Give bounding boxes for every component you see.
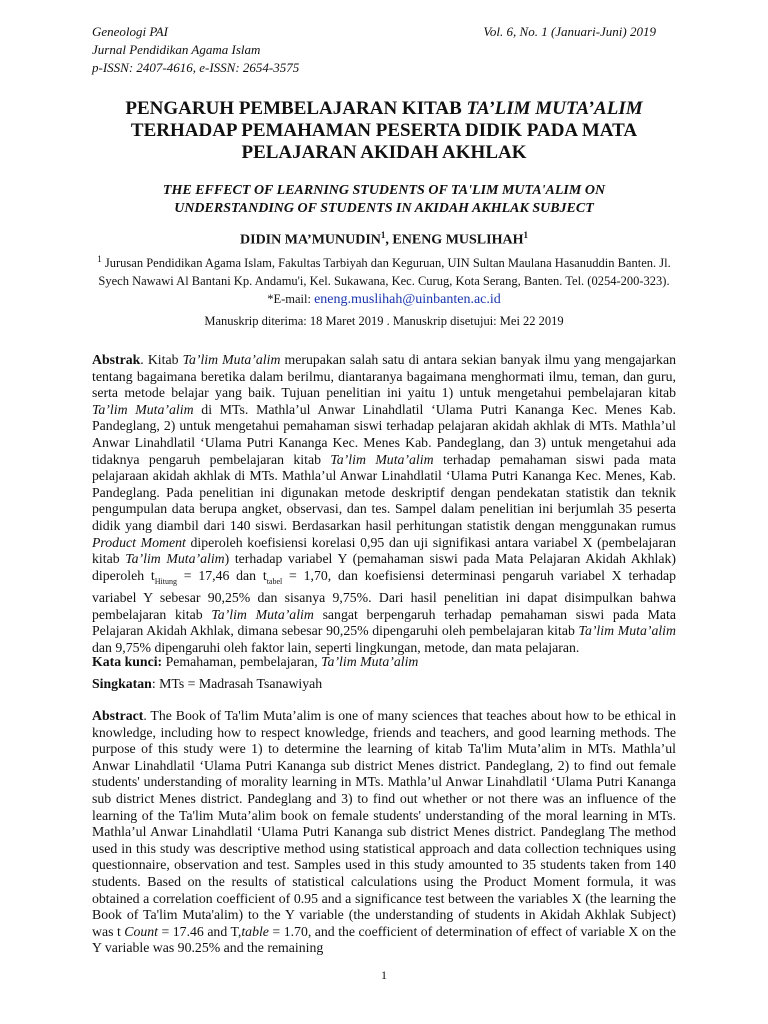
journal-short-name: Geneologi PAI [92, 24, 168, 39]
journal-issn: p-ISSN: 2407-4616, e-ISSN: 2654-3575 [92, 60, 300, 75]
abbreviations: Singkatan: MTs = Madrasah Tsanawiyah [92, 676, 323, 691]
abbreviations-label: Singkatan [92, 676, 152, 691]
abstract-indonesian: Abstrak. Kitab Ta’lim Muta’alim merupakan salah satu di antara sekian banyak ilmu yang mengajarkan tentang bagaimana beretika dalam berilmu, diantaranya bagaimana menghormati ilmu, teman, dan guru, serta metode belajar yang baik. Tujuan penelitian ini yaitu 1) untuk mengetahui pembelajaran kitab Ta’lim Muta’alim di MTs. Mathla’ul Anwar Linahdlatil ‘Ulama Putri Kananga Kec. Menes Kab. Pandeglang, 2) untuk mengetahui pemahaman siswi terhadap pelajaran akidah akhlak di MTs. Mathla’ul Anwar Linahdlatil ‘Ulama Putri Kananga Kec. Menes Kab. Pandeglang, dan 3) untuk mengetahui ada tidaknya pengaruh pembelajaran kitab Ta’lim Muta’alim terhadap pemahaman siswi pada mata pelajaraan akidah akhlak di MTs. Mathla’ul Anwar Linahdlatil ‘Ulama Putri Kananga Kec. Menes, Kab. Pandeglang. Pada penelitian ini digunakan metode deskriptif dengan pendekatan statistik dan teknik pengumpulan data berupa angket, observasi, dan tes. Sampel dalam penelitian ini berjumlah 35 peserta didik yang diambil dari 140 siswi. Berdasarkan hasil perhitungan statistik dengan menggunakan rumus Product Moment diperoleh koefisiensi korelasi 0,95 dan uji signifikasi antara variabel X (pembelajaran kitab Ta’lim Muta’alim) terhadap variabel Y (pemahaman siswi pada Mata Pelajaran Akidah Akhlak) diperoleh $t_{Hitung} = 17,46$ dan $t_{tabel} = 1,70$, dan koefisiensi determinasi pengaruh variabel X terhadap variabel Y sebesar 90,25% dan sisanya 9,75%. Dari hasil penelitian ini dapat disimpulkan bahwa pembelajaran kitab Ta’lim Muta’alim sangat berpengaruh terhadap pemahaman siswi pada Mata Pelajaran Akidah Akhlak, dimana sebesar 90,25% dipengaruhi oleh pembelajaran kitab Ta’lim Muta’alim dan 9,75% dipengaruhi oleh faktor lain, seperti lingkungan, metode, dan mata pelajaran. [92, 352, 677, 655]
keywords: Kata kunci: Pemahaman, pembelajaran, Ta’lim Muta’alim [92, 654, 419, 669]
english-title: THE EFFECT OF LEARNING STUDENTS OF TA'LIM MUTA'ALIM ON UNDERSTANDING OF STUDENTS IN AKIDAH AKHLAK SUBJECT [162, 183, 606, 216]
keywords-label: Kata kunci: [92, 654, 163, 669]
page-number: 1 [381, 968, 387, 982]
journal-full-name: Jurnal Pendidikan Agama Islam [92, 42, 261, 57]
running-header-right: Vol. 6, No. 1 (Januari-Juni) 2019 [483, 24, 656, 39]
running-header-left [92, 23, 299, 77]
author-list: DIDIN MA’MUNUDIN$^1$, ENENG MUSLIHAH$^1$ [240, 230, 528, 248]
manuscript-dates: Manuskrip diterima: 18 Maret 2019 . Manuskrip disetujui: Mei 22 2019 [204, 314, 564, 328]
title-italic-term: TA’LIM MUTA’ALIM [466, 98, 643, 119]
author-2: ENENG MUSLIHAH [392, 232, 524, 248]
paper-title: PENGARUH PEMBELAJARAN KITAB TA’LIM MUTA’ALIM TERHADAP PEMAHAMAN PESERTA DIDIK PADA MATA PELAJARAN AKIDAH AKHLAK [125, 98, 643, 163]
abstract-english: Abstract. The Book of Ta'lim Muta’alim is one of many sciences that teaches about how to be ethical in knowledge, including how to respect knowledge, friends and teachers, and good learning methods. The purpose of this study were 1) to determine the learning of kitab Ta'lim Muta’alim in MTs. Mathla’ul Anwar Linahdlatil ‘Ulama Putri Kananga sub district Menes district. Pandeglang, 2) to find out female students' understanding of morality learning in MTs. Mathla’ul Anwar Linahdlatil ‘Ulama Putri Kananga sub district Menes district. Pandeglang and 3) to find out whether or not there was an influence of the learning of the Ta'lim Muta’alim book on female students' understanding of the moral learning in MTs. Mathla’ul Anwar Linahdlatil ‘Ulama Putri Kananga sub district Menes district. Pandeglang The method used in this study was descriptive method using statistical approach and data collection techniques using questionnaire, observation and test. Samples used in this study amounted to 35 students taken from 140 students. Based on the results of statistical calculations using the Product Moment formula, it was obtained a correlation coefficient of 0.95 and a significance test between the variables X (the learning the Book of Ta'lim Muta'alim) to the Y variable (the understanding of students in Akidah Akhlak Subject) was t Count = 17.46 and T,table = 1.70, and the coefficient of determination of effect of variable X on the Y variable was 90.25% and the remaining [92, 708, 676, 956]
abstract-en-label: Abstract [92, 708, 144, 723]
affiliation: $^1$ Jurusan Pendidikan Agama Islam, Fakultas Tarbiyah dan Keguruan, UIN Sultan Maulana Hasanuddin Banten. Jl. Syech Nawawi Al Bantani Kp. Andamu'i, Kel. Sukawana, Kec. Curug, Kota Serang, Banten. Tel. (0254-200-323). *E-mail: eneng.muslihah@uinbanten.ac.id [97, 254, 671, 308]
author-1: DIDIN MA’MUNUDIN [240, 232, 381, 248]
abstract-label: Abstrak [92, 352, 141, 367]
email-link[interactable]: eneng.muslihah@uinbanten.ac.id [314, 292, 501, 308]
